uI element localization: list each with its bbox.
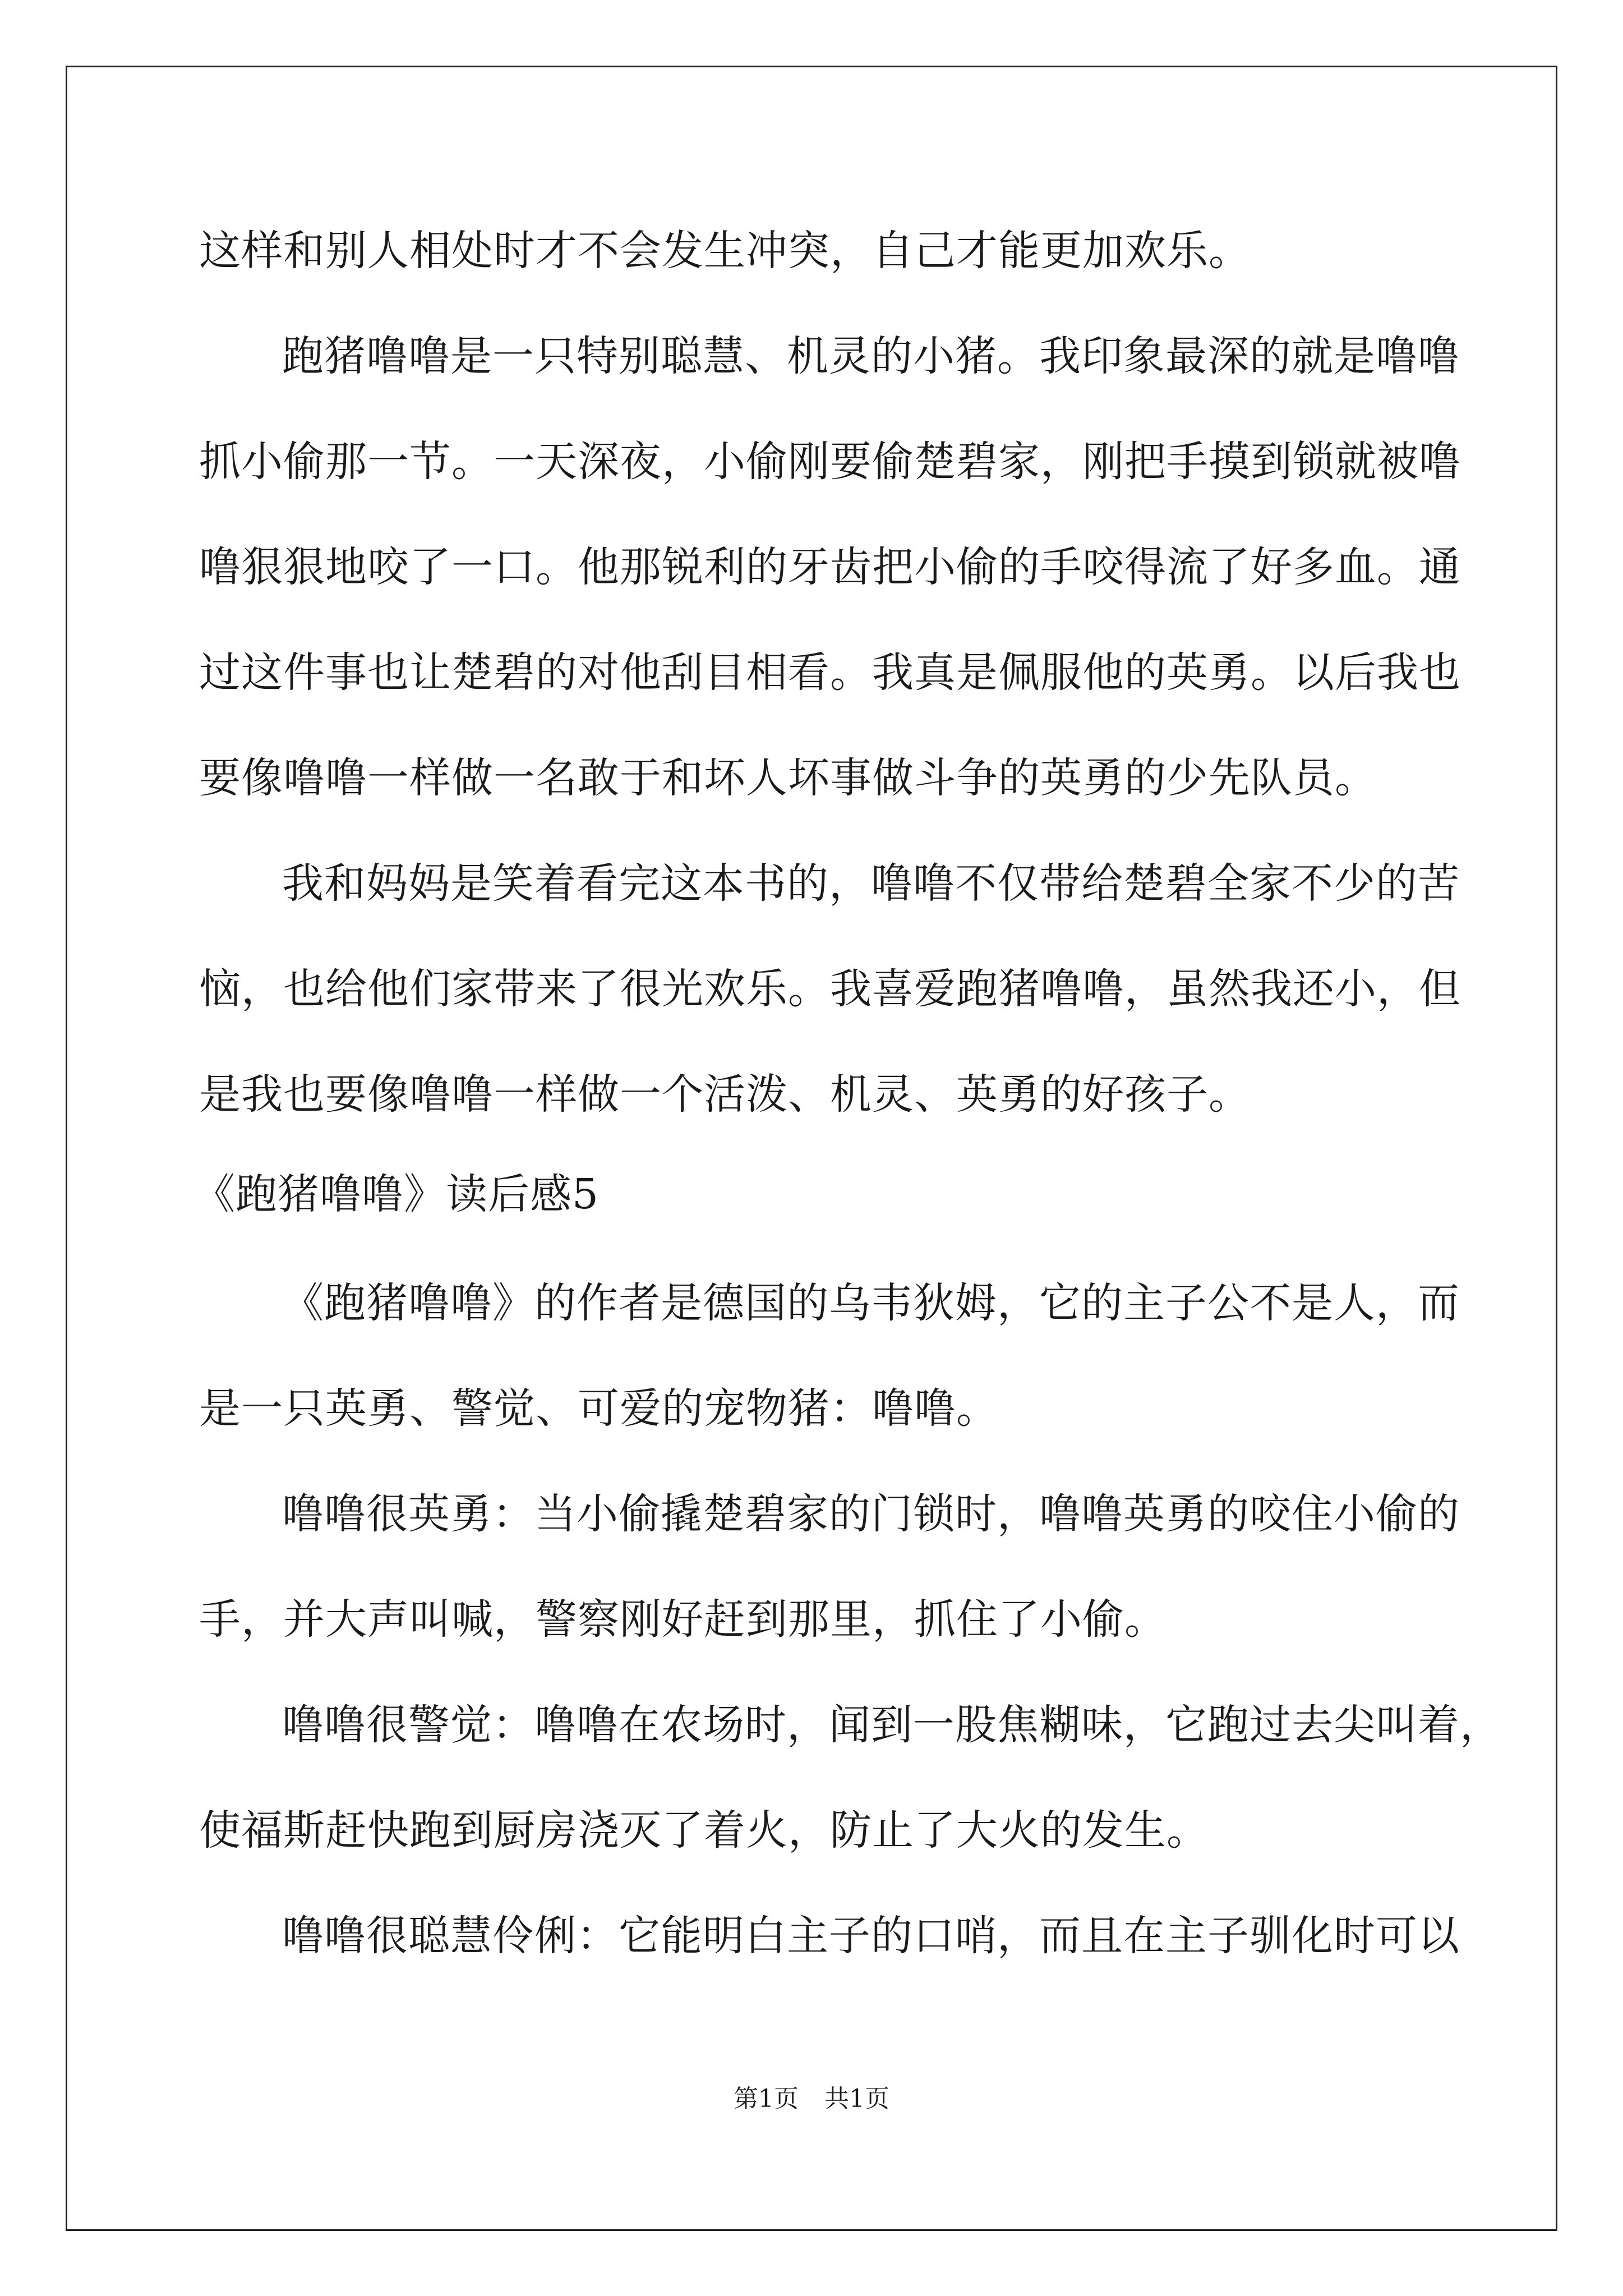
body-line: 噜狠狠地咬了一口。他那锐利的牙齿把小偷的手咬得流了好多血。通: [199, 543, 1461, 591]
body-line: 噜噜很聪慧伶俐：它能明白主子的口哨，而且在主子驯化时可以: [282, 1912, 1460, 1960]
page-number: 第1页: [734, 2085, 799, 2113]
body-line: 要像噜噜一样做一名敢于和坏人坏事做斗争的英勇的少先队员。: [199, 754, 1377, 802]
body-line: 是一只英勇、警觉、可爱的宠物猪：噜噜。: [199, 1384, 998, 1433]
body-line: 是我也要像噜噜一样做一个活泼、机灵、英勇的好孩子。: [199, 1070, 1251, 1119]
body-line: 我和妈妈是笑着看完这本书的，噜噜不仅带给楚碧全家不少的苦: [282, 859, 1460, 908]
page-border: [66, 66, 1557, 2231]
body-line: 这样和别人相处时才不会发生冲突，自己才能更加欢乐。: [199, 227, 1251, 275]
page-footer: [0, 2087, 1623, 2111]
body-line: 《跑猪噜噜》的作者是德国的乌韦狄姆，它的主子公不是人，而: [282, 1279, 1460, 1327]
body-line: 跑猪噜噜是一只特别聪慧、机灵的小猪。我印象最深的就是噜噜: [282, 332, 1460, 380]
section-heading: 《跑猪噜噜》读后感5: [193, 1170, 600, 1218]
body-line: 手，并大声叫喊，警察刚好赶到那里，抓住了小偷。: [199, 1595, 1166, 1644]
body-line: 恼，也给他们家带来了很光欢乐。我喜爱跑猪噜噜，虽然我还小，但: [199, 965, 1461, 1013]
body-line: 噜噜很英勇：当小偷撬楚碧家的门锁时，噜噜英勇的咬住小偷的: [282, 1490, 1460, 1538]
body-line: 使福斯赶快跑到厨房浇灭了着火，防止了大火的发生。: [199, 1806, 1209, 1855]
body-line: 过这件事也让楚碧的对他刮目相看。我真是佩服他的英勇。以后我也: [199, 648, 1461, 697]
body-line: 噜噜很警觉：噜噜在农场时，闻到一股焦糊味，它跑过去尖叫着，: [282, 1701, 1502, 1749]
page-total: 共1页: [824, 2085, 889, 2113]
body-line: 抓小偷那一节。一天深夜，小偷刚要偷楚碧家，刚把手摸到锁就被噜: [199, 438, 1461, 486]
